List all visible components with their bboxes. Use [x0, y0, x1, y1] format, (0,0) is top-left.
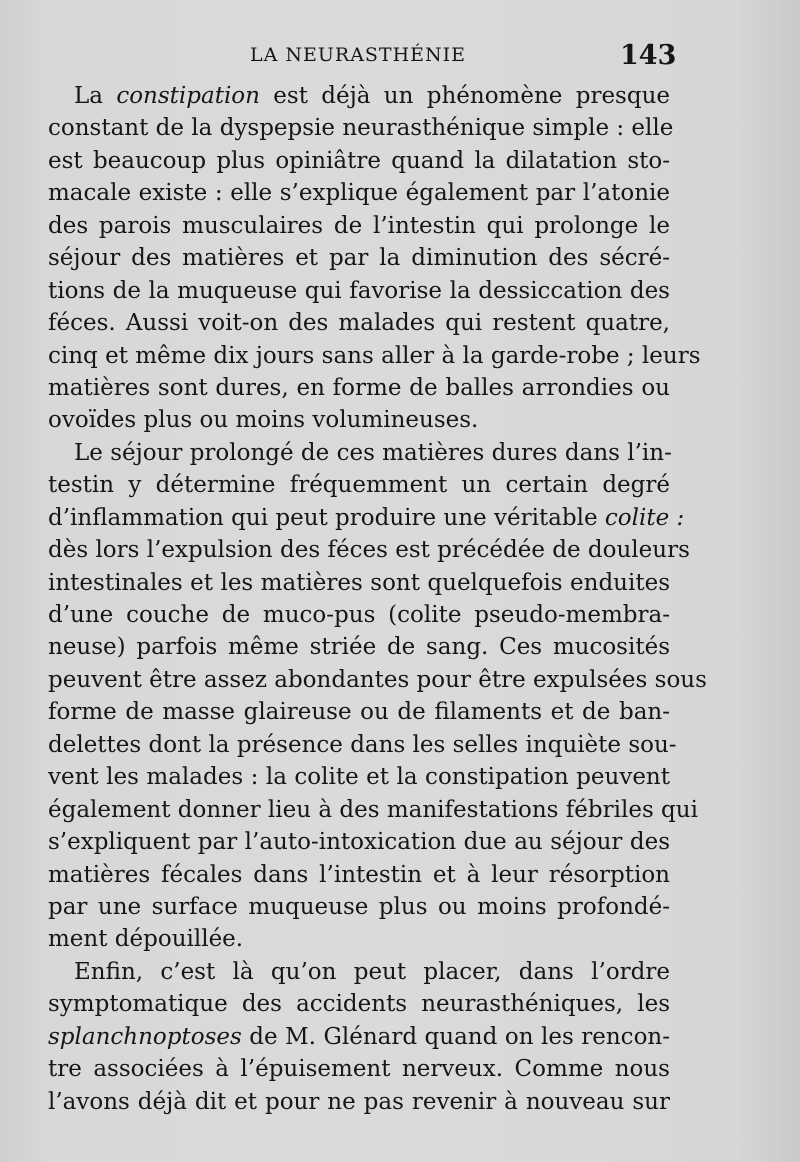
text-line: vent les malades : la colite et la constipation peuvent: [48, 764, 670, 791]
text-line: d’une couche de muco-pus (colite pseudo-membra-: [48, 602, 670, 628]
text-line: intestinales et les matières sont quelquefois enduites: [48, 569, 670, 596]
text-line: matières sont dures, en forme de balles arrondies ou: [48, 374, 670, 401]
text-line: La constipation est déjà un phénomène presque: [74, 83, 671, 109]
text-line: séjour des matières et par la diminution des sécré-: [48, 245, 670, 272]
text-line: l’avons déjà dit et pour ne pas revenir à nouveau sur: [48, 1088, 670, 1115]
text-line: est beaucoup plus opiniâtre quand la dilatation sto-: [48, 147, 670, 174]
text-line: Enfin, c’est là qu’on peut placer, dans l’ordre: [74, 958, 670, 985]
text-line: ovoïdes plus ou moins volumineuses.: [48, 407, 479, 434]
page-number: 143: [620, 40, 677, 71]
text-line: par une surface muqueuse plus ou moins profondé-: [48, 893, 670, 920]
text-line: Le séjour prolongé de ces matières dures dans l’in-: [74, 439, 672, 466]
text-line: peuvent être assez abondantes pour être expulsées sous: [48, 666, 707, 693]
text-line: également donner lieu à des manifestations fébriles qui: [48, 796, 698, 823]
text-line: cinq et même dix jours sans aller à la garde-robe ; leurs: [48, 342, 701, 369]
text-line: neuse) parfois même striée de sang. Ces mucosités: [48, 634, 670, 661]
text-line: macale existe : elle s’explique également par l’atonie: [48, 180, 670, 207]
text-line: symptomatique des accidents neurasthéniques, les: [48, 991, 670, 1018]
body-text: [48, 80, 707, 1118]
text-line: testin y détermine fréquemment un certain degré: [48, 472, 670, 499]
text-line: des parois musculaires de l’intestin qui prolonge le: [48, 212, 670, 239]
text-line: d’inflammation qui peut produire une véritable colite :: [48, 504, 685, 531]
text-line: constant de la dyspepsie neurasthénique simple : elle: [48, 115, 674, 142]
text-line: s’expliquent par l’auto-intoxication due au séjour des: [48, 829, 670, 856]
text-line: delettes dont la présence dans les selles inquiète sou-: [48, 731, 677, 758]
text-line: splanchnoptoses de M. Glénard quand on les rencon-: [48, 1023, 670, 1050]
text-line: tions de la muqueuse qui favorise la dessiccation des: [48, 277, 670, 304]
text-line: matières fécales dans l’intestin et à leur résorption: [48, 861, 670, 888]
text-line: ment dépouillée.: [48, 926, 244, 953]
text-line: féces. Aussi voit-on des malades qui restent quatre,: [48, 310, 670, 337]
text-line: forme de masse glaireuse ou de filaments et de ban-: [48, 699, 670, 726]
running-title: LA NEURASTHÉNIE: [250, 44, 467, 66]
running-head: [0, 40, 800, 72]
text-line: dès lors l’expulsion des féces est précédée de douleurs: [48, 537, 690, 564]
text-line: tre associées à l’épuisement nerveux. Comme nous: [48, 1056, 670, 1083]
